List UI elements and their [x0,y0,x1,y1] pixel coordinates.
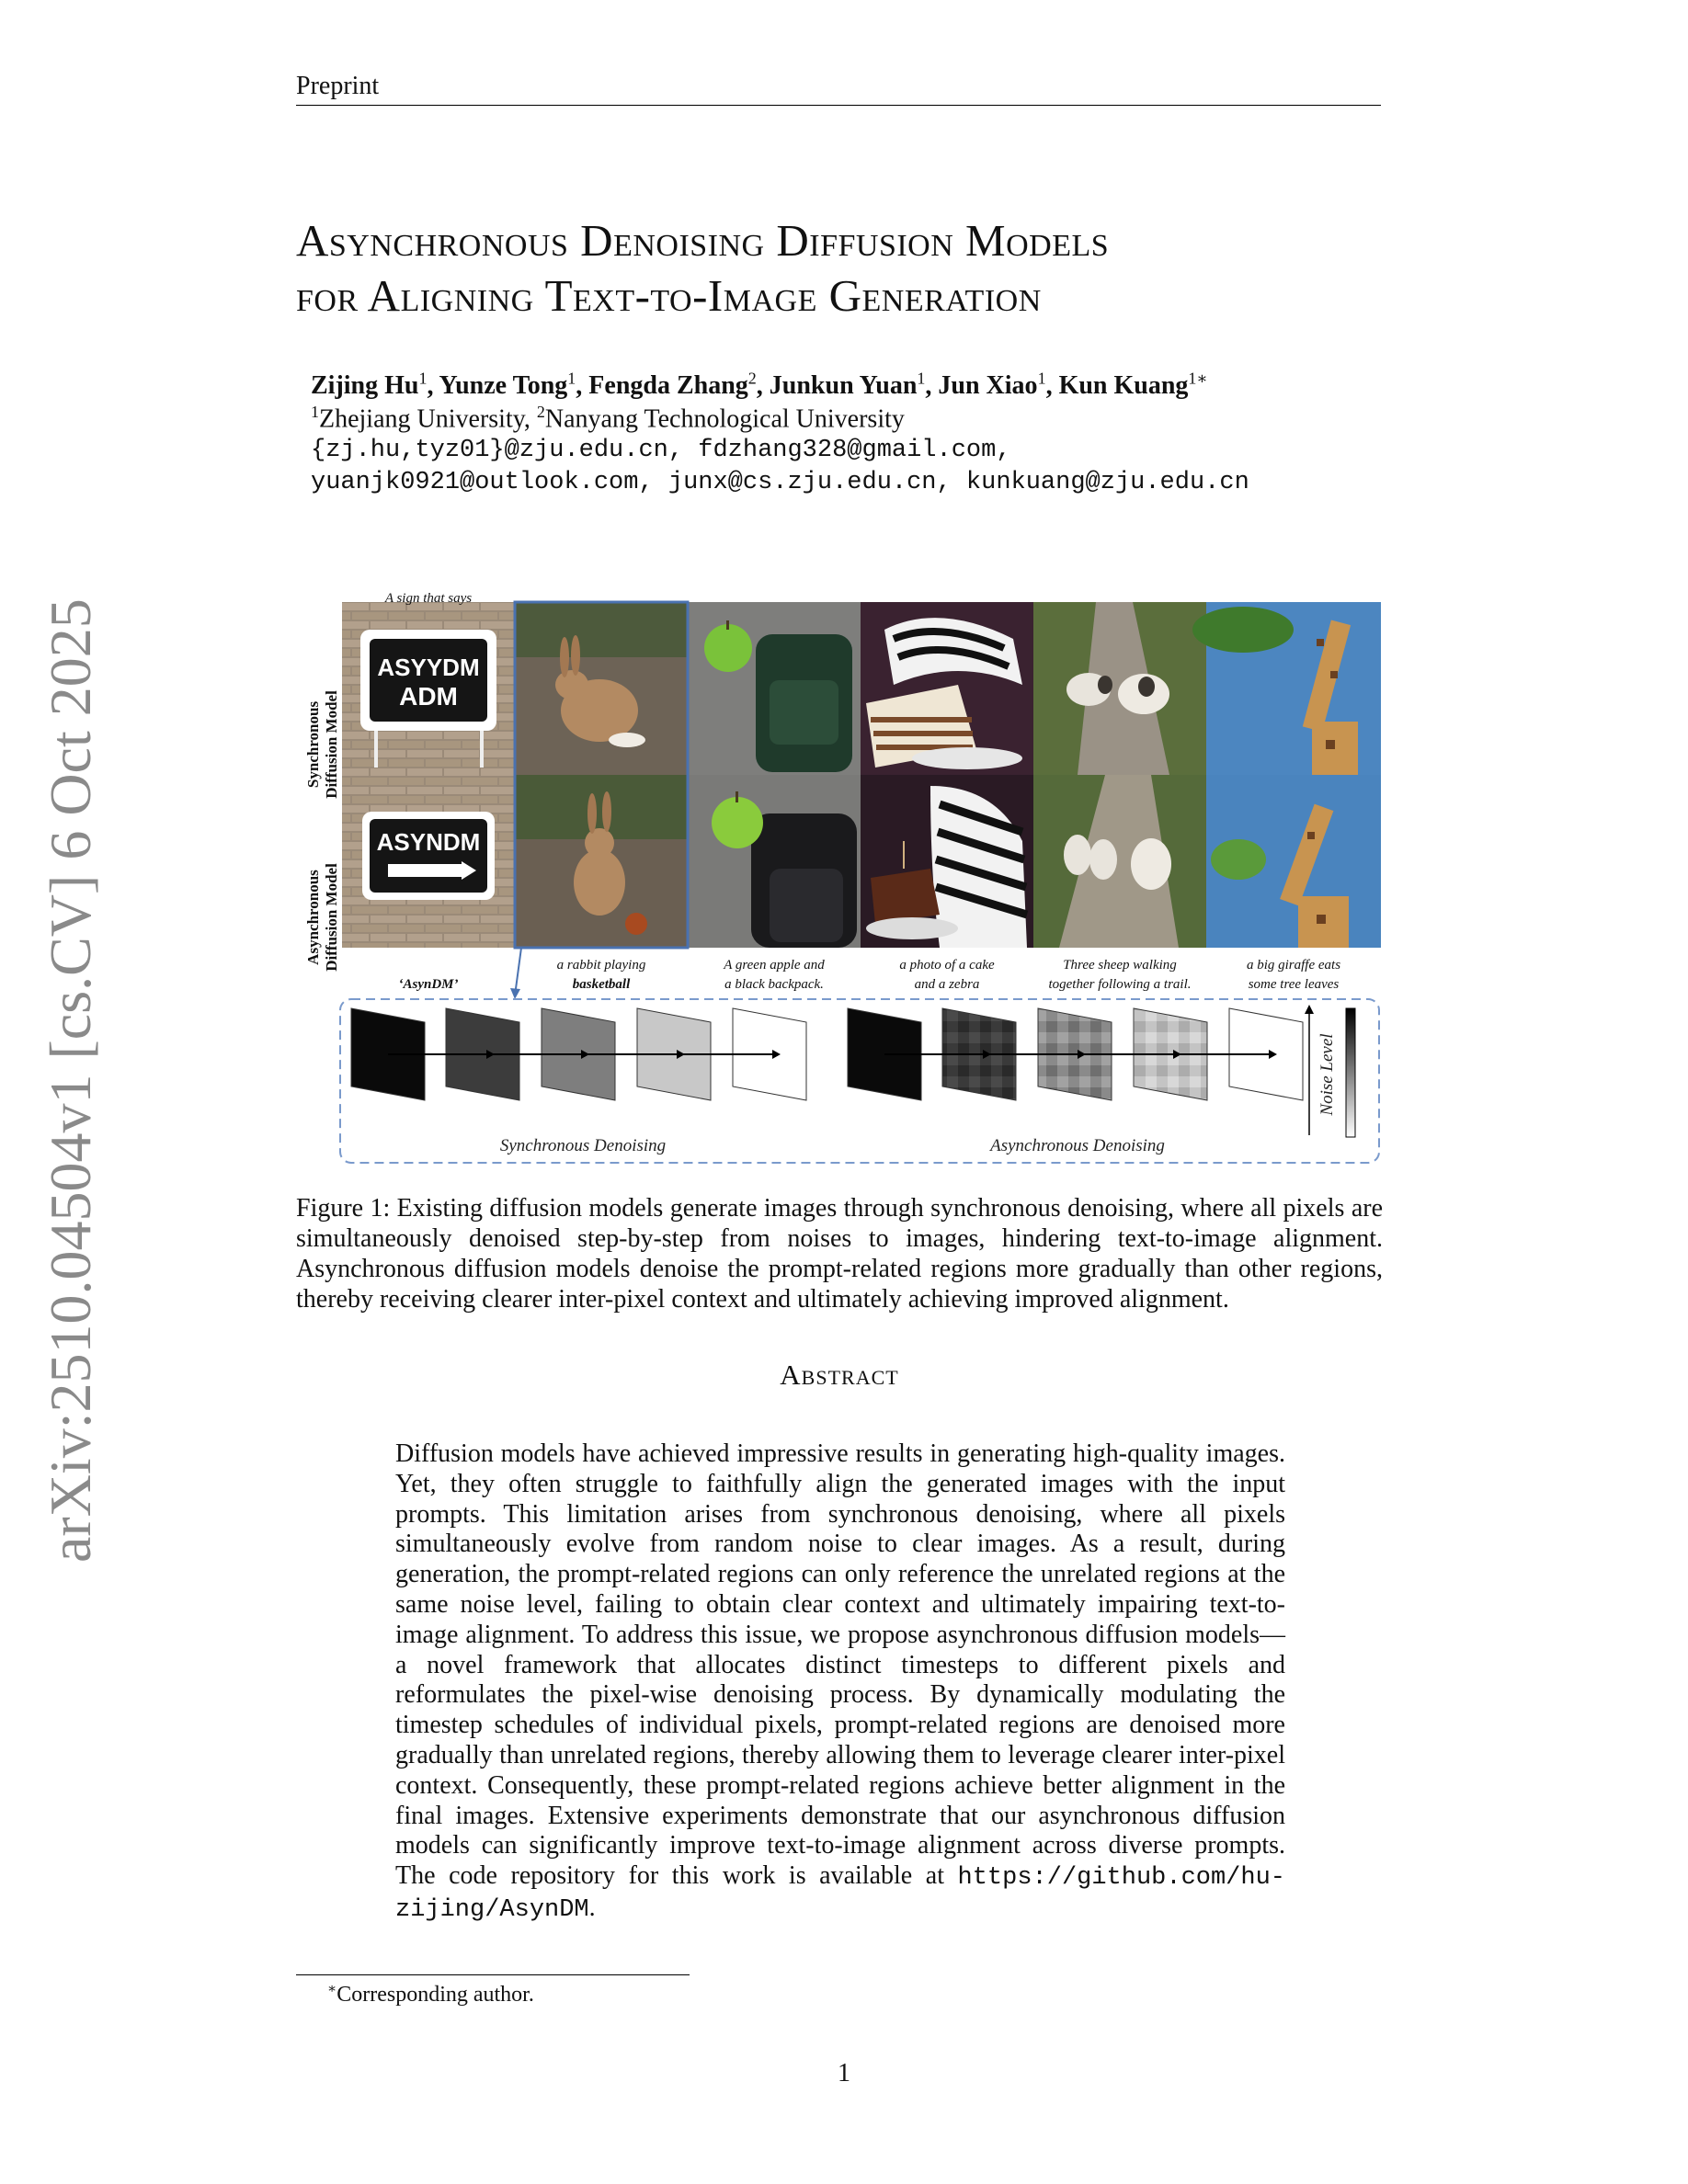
running-header: Preprint [296,72,1381,106]
page-number: 1 [838,2059,850,2087]
image-sync-apple-backpack [688,602,861,775]
arxiv-stamp: arXiv:2510.04504v1 [cs.CV] 6 Oct 2025 [38,598,103,1563]
affiliations: $^1$Zhejiang University, $^2$Nanyang Technological University [311,403,905,434]
image-async-apple-backpack [688,775,861,948]
svg-text:some tree leaves: some tree leaves [1248,977,1340,992]
highlight-pointer [515,948,521,995]
svg-text:Synchronous: Synchronous [304,700,322,789]
svg-text:a black backpack.: a black backpack. [724,977,824,992]
async-denoising-label: Asynchronous Denoising [990,1136,1165,1155]
email-line-2: yuanjk0921@outlook.com, junx@cs.zju.edu.cn, kunkuang@zju.edu.cn [311,469,1249,496]
title-line-1: Asynchronous Denoising Diffusion Models [296,215,1110,266]
prompt-caption [899,958,995,992]
svg-text:a photo of a cake: a photo of a cake [899,958,995,973]
svg-text:basketball: basketball [572,977,631,992]
author-emails [311,435,1249,499]
image-sync-rabbit [515,602,688,775]
author-list: Zijing Hu$^1$, Yunze Tong$^1$, Fengda Zhang$^2$, Junkun Yuan$^1$, Jun Xiao$^1$, Kun Kuang$^{1∗}$ [311,370,1208,401]
author: Junkun Yuan$^1$ [769,370,926,401]
author: Jun Xiao$^1$ [938,370,1046,401]
figure-1 [296,591,1381,1172]
svg-text:together following a trail.: together following a trail. [1048,977,1192,992]
image-async-sheep [1033,775,1206,948]
svg-text:ASYNDM: ASYNDM [376,828,481,856]
paper-title [296,213,1399,324]
image-sync-giraffe [1192,602,1381,775]
code-link[interactable]: https://github.com/hu-zijing/AsynDM [395,1864,1285,1924]
image-async-cake-zebra [861,775,1033,948]
prompt-caption [557,958,646,992]
svg-text:‘AsynDM’: ‘AsynDM’ [398,977,459,992]
title-line-2: for Aligning Text-to-Image Generation [296,270,1042,321]
abstract-body: Diffusion models have achieved impressive results in generating high-quality images. Yet, they often struggle to faithfully align the generated images with the input prompts. This limitation arises from synchronous denoising, where all pixels simultaneously evolve from random noise to clear images. As a result, during generation, the prompt-related regions can only reference the unrelated regions at the same noise level, failing to obtain clear context and ultimately impairing text-to-image alignment. To address this issue, we propose asynchronous diffusion models—a novel framework that allocates distinct timesteps to different pixels and reformulates the pixel-wise denoising process. By dynamically modulating the timestep schedules of individual pixels, prompt-related regions are denoised more gradually than unrelated regions, thereby allowing them to leverage clearer inter-pixel context. Consequently, these prompt-related regions achieve better alignment in the final images. Extensive experiments demonstrate that our asynchronous diffusion models can significantly improve text-to-image alignment across diverse prompts. The code repository for this work is available at https://github.com/hu-zijing/AsynDM. [395,1439,1285,1924]
svg-text:a rabbit playing: a rabbit playing [556,958,646,973]
noise-level-legend [1305,1005,1355,1137]
svg-text:Asynchronous: Asynchronous [304,870,322,965]
author: Fengda Zhang$^2$ [588,370,757,401]
image-async-sign [342,775,515,948]
svg-text:ASYYDM: ASYYDM [377,654,480,681]
svg-text:Noise Level: Noise Level [1317,1033,1337,1116]
sync-denoising-label: Synchronous Denoising [499,1136,667,1155]
email-line-1: {zj.hu,tyz01}@zju.edu.cn, fdzhang328@gmail.com, [311,437,1011,464]
image-sync-sheep [1033,602,1206,775]
image-sync-cake-zebra [861,602,1033,775]
image-async-rabbit [515,775,688,948]
svg-text:A sign that says: A sign that says [384,591,473,606]
author: Zijing Hu$^1$ [311,370,428,401]
sync-denoising-steps [351,1008,806,1100]
svg-text:ADM: ADM [399,682,458,711]
author: Kun Kuang$^{1∗}$ [1058,370,1208,401]
figure-caption: Figure 1: Existing diffusion models generate images through synchronous denoising, where all pixels are simultaneously denoised step-by-step from noises to images, hindering text-to-image alignment. Asynchronous diffusion models denoise the prompt-related regions more gradually than other regions, thereby receiving clearer inter-pixel context and ultimately achieving improved alignment. [296,1194,1383,1314]
footnote: ∗Corresponding author. [327,1982,534,2007]
prompt-caption [723,958,825,992]
author: Yunze Tong$^1$ [439,370,576,401]
svg-text:Diffusion Model: Diffusion Model [323,690,340,799]
svg-text:A green apple and: A green apple and [724,958,825,973]
prompt-caption [1048,958,1191,992]
row-label-sync [304,690,340,799]
abstract-heading: Abstract [780,1359,899,1391]
prompt-caption [1247,958,1340,992]
svg-text:and a zebra: and a zebra [914,977,980,992]
image-async-giraffe [1206,775,1381,948]
row-label-async [304,863,340,972]
footnote-rule [296,1974,690,1975]
svg-text:Diffusion Model: Diffusion Model [323,863,340,972]
async-denoising-steps [848,1008,1303,1100]
image-sync-sign [342,602,515,775]
svg-text:Three sheep walking: Three sheep walking [1063,958,1177,973]
svg-text:a big giraffe eats: a big giraffe eats [1246,958,1341,973]
